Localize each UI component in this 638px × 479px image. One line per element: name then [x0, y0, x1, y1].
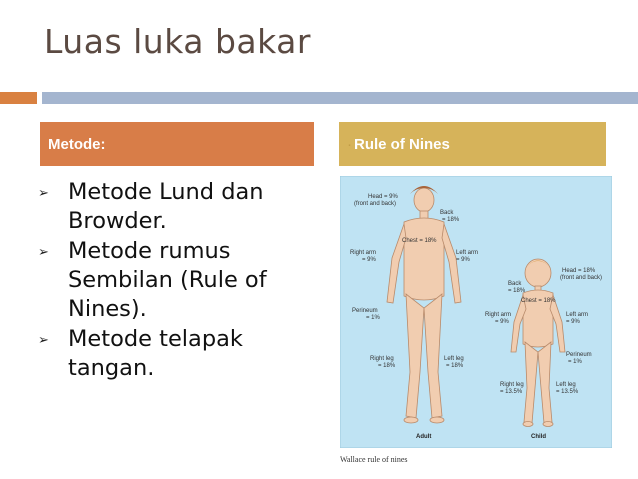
adult-back-label-value: = 18% [442, 217, 460, 223]
methods-header [40, 122, 314, 166]
child-right-arm-label-value: = 9% [495, 319, 509, 325]
adult-right-leg-label-value: = 18% [378, 363, 396, 369]
header-tick-icon: · [347, 135, 352, 153]
accent-bar-blue [42, 92, 638, 104]
rule-of-nines-figure [340, 176, 612, 448]
child-head-label: Head = 18% [562, 268, 596, 274]
accent-bar-orange [0, 92, 37, 104]
adult-left-leg-label: Left leg [444, 356, 464, 362]
child-left-arm-label: Left arm [566, 312, 589, 318]
adult-perineum-label: Perineum [352, 308, 378, 314]
adult-left-leg-label-value: = 18% [446, 363, 464, 369]
list-item [38, 178, 328, 236]
methods-header-label: Metode: [48, 135, 106, 153]
adult-head-label-sub: (front and back) [354, 201, 397, 207]
arrow-bullet-icon: ➢ [38, 333, 49, 348]
adult-caption: Adult [416, 434, 432, 440]
arrow-bullet-icon: ➢ [38, 245, 49, 260]
child-right-leg-label: Right leg [500, 382, 524, 388]
child-caption: Child [531, 434, 546, 440]
figure-caption: Wallace rule of nines [340, 455, 408, 464]
list-item [38, 325, 328, 383]
child-perineum-label: Perineum [566, 352, 592, 358]
child-left-leg-label-value: = 13.5% [556, 389, 579, 395]
slide-title: Luas luka bakar [44, 22, 311, 61]
methods-list [38, 178, 328, 384]
adult-perineum-label-value: = 1% [366, 315, 380, 321]
list-item [38, 237, 328, 324]
adult-right-arm-label-value: = 9% [362, 257, 376, 263]
list-item-text: Metode rumus Sembilan (Rule of Nines). [68, 238, 267, 322]
adult-right-leg-label: Right leg [370, 356, 394, 362]
child-head-label-sub: (front and back) [560, 275, 603, 281]
list-item-text: Metode Lund dan Browder. [68, 179, 264, 234]
child-perineum-label-value: = 1% [568, 359, 582, 365]
adult-left-arm-label: Left arm [456, 250, 479, 256]
child-right-arm-label: Right arm [485, 312, 512, 318]
child-left-arm-label-value: = 9% [566, 319, 580, 325]
adult-right-arm-label: Right arm [350, 250, 377, 256]
rule-of-nines-header [339, 122, 606, 166]
child-left-leg-label: Left leg [556, 382, 576, 388]
adult-left-arm-label-value: = 9% [456, 257, 470, 263]
adult-head-label: Head = 9% [368, 194, 398, 200]
child-right-leg-label-value: = 13.5% [500, 389, 523, 395]
rule-of-nines-header-label: Rule of Nines [354, 135, 450, 153]
list-item-text: Metode telapak tangan. [68, 326, 243, 381]
adult-chest-label: Chest = 18% [402, 238, 437, 244]
child-back-label-value: = 18% [508, 288, 526, 294]
arrow-bullet-icon: ➢ [38, 186, 49, 201]
child-back-label: Back [508, 281, 522, 287]
adult-back-label: Back [440, 210, 454, 216]
child-chest-label: Chest = 18% [521, 298, 556, 304]
